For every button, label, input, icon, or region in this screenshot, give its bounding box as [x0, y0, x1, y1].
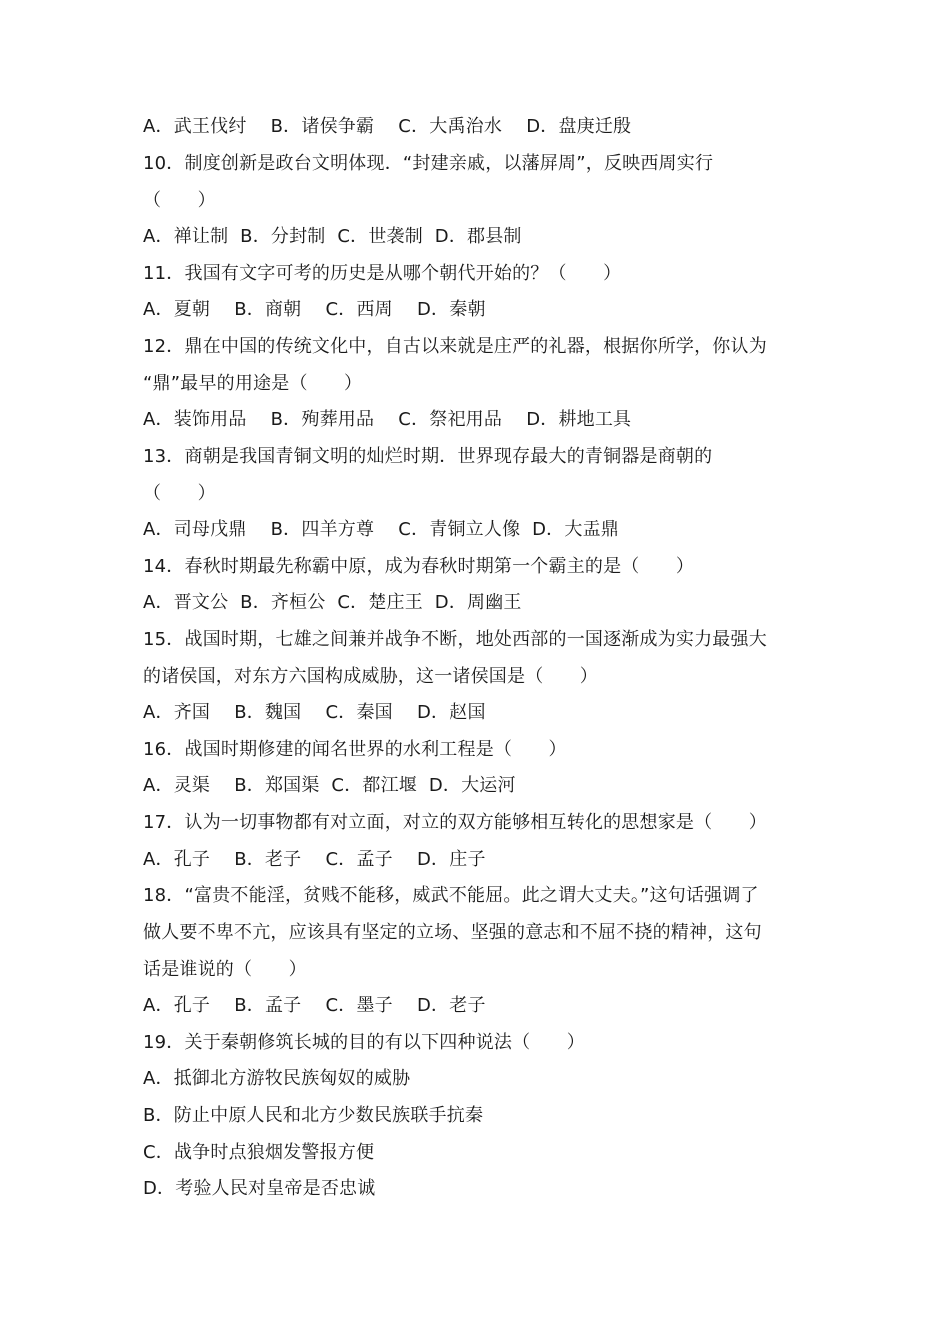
q19-option-c: C．战争时点狼烟发警报方便: [143, 1142, 375, 1163]
q16-options: A．灵渠 B．郑国渠 C．都江堰 D．大运河: [143, 775, 516, 796]
q18-options: A．孔子 B．孟子 C．墨子 D．老子: [143, 995, 486, 1016]
q14-stem: 14．春秋时期最先称霸中原，成为春秋时期第一个霸主的是（ ）: [143, 556, 695, 577]
q15-stem-cont: 的诸侯国，对东方六国构成威胁，这一诸侯国是（ ）: [143, 666, 598, 687]
q10-blank: （ ）: [143, 190, 216, 211]
q12-stem: 12．鼎在中国的传统文化中，自古以来就是庄严的礼器，根据你所学，你认为: [143, 336, 767, 357]
q12-options: A．装饰用品 B．殉葬用品 C．祭祀用品 D．耕地工具: [143, 409, 632, 430]
q10-stem: 10．制度创新是政台文明体现．“封建亲戚，以藩屏周”，反映西周实行: [143, 153, 714, 174]
q9-options: A．武王伐纣 B．诸侯争霸 C．大禹治水 D．盘庚迁殷: [143, 116, 632, 137]
q18-stem: 18．“富贵不能淫，贫贱不能移，威武不能屈。此之谓大丈夫。”这句话强调了: [143, 885, 759, 906]
q15-stem: 15．战国时期，七雄之间兼并战争不断，地处西部的一国逐渐成为实力最强大: [143, 629, 767, 650]
q17-stem: 17．认为一切事物都有对立面，对立的双方能够相互转化的思想家是（ ）: [143, 812, 767, 833]
q18-stem-end: 话是谁说的（ ）: [143, 959, 307, 980]
q19-option-b: B．防止中原人民和北方少数民族联手抗秦: [143, 1105, 484, 1126]
q19-option-a: A．抵御北方游牧民族匈奴的威胁: [143, 1068, 411, 1089]
q19-option-d: D．考验人民对皇帝是否忠诚: [143, 1178, 376, 1199]
q12-stem-cont: “鼎”最早的用途是（ ）: [143, 373, 363, 394]
q13-stem: 13．商朝是我国青铜文明的灿烂时期．世界现存最大的青铜器是商朝的: [143, 446, 713, 467]
q14-options: A．晋文公 B．齐桓公 C．楚庄王 D．周幽王: [143, 592, 522, 613]
q15-options: A．齐国 B．魏国 C．秦国 D．赵国: [143, 702, 486, 723]
q18-stem-cont: 做人要不卑不亢，应该具有坚定的立场、坚强的意志和不屈不挠的精神，这句: [143, 922, 762, 943]
q17-options: A．孔子 B．老子 C．孟子 D．庄子: [143, 849, 486, 870]
q19-stem: 19．关于秦朝修筑长城的目的有以下四种说法（ ）: [143, 1032, 585, 1053]
q11-options: A．夏朝 B．商朝 C．西周 D．秦朝: [143, 299, 486, 320]
q10-options: A．禅让制 B．分封制 C．世袭制 D．郡县制: [143, 226, 522, 247]
q16-stem: 16．战国时期修建的闻名世界的水利工程是（ ）: [143, 739, 567, 760]
q13-options: A．司母戊鼎 B．四羊方尊 C．青铜立人像 D．大盂鼎: [143, 519, 619, 540]
q11-stem: 11．我国有文字可考的历史是从哪个朝代开始的？（ ）: [143, 263, 622, 284]
q13-blank: （ ）: [143, 483, 216, 504]
